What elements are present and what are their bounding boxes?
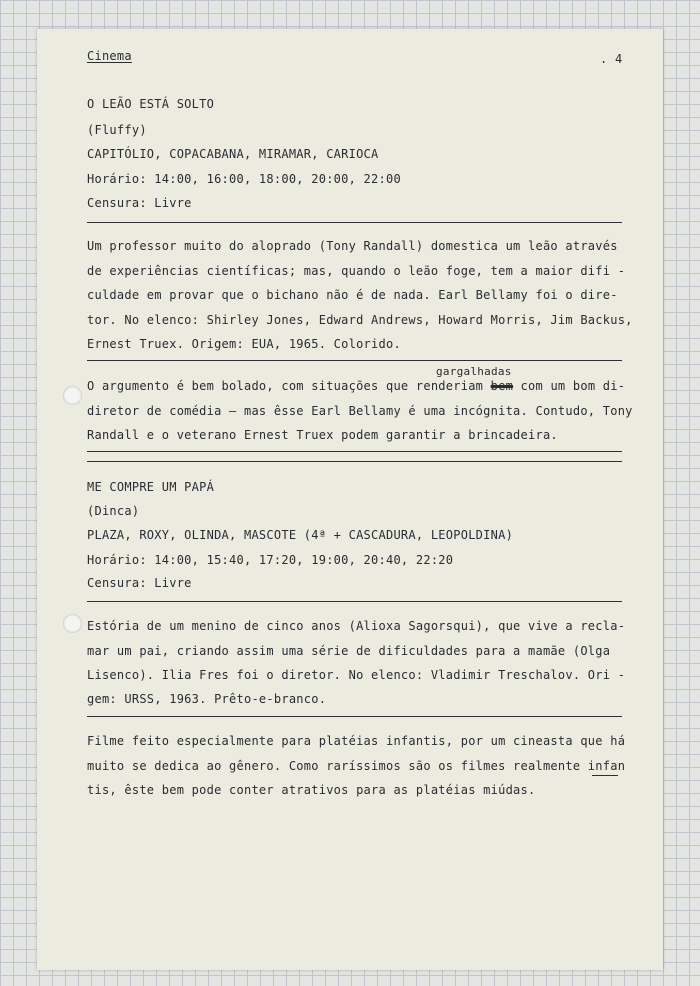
film1-synopsis-line: Um professor muito do aloprado (Tony Randall) domestica um leão através bbox=[87, 239, 618, 253]
film2-synopsis-line: Lisenco). Ilia Fres foi o diretor. No elenco: Vladimir Treschalov. Ori - bbox=[87, 668, 626, 682]
divider-rule bbox=[87, 222, 622, 223]
page-number: . 4 bbox=[600, 52, 623, 66]
handwritten-underline bbox=[592, 775, 618, 776]
divider-rule bbox=[87, 461, 622, 462]
film1-synopsis-line: de experiências científicas; mas, quando o leão foge, tem a maior difi - bbox=[87, 264, 626, 278]
film1-synopsis-line: tor. No elenco: Shirley Jones, Edward Andrews, Howard Morris, Jim Backus, bbox=[87, 313, 633, 327]
film2-synopsis-line: mar um pai, criando assim uma série de dificuldades para a mamãe (Olga bbox=[87, 644, 611, 658]
film1-review-line: Randall e o veterano Ernest Truex podem garantir a brincadeira. bbox=[87, 428, 558, 442]
film1-synopsis-line: culdade em provar que o bichano não é de nada. Earl Bellamy foi o dire- bbox=[87, 288, 618, 302]
section-label: Cinema bbox=[87, 49, 132, 63]
film1-review-line1-start: O argumento é bem bolado, com situações que renderiam bbox=[87, 379, 491, 393]
film2-schedule: Horário: 14:00, 15:40, 17:20, 19:00, 20:40, 22:20 bbox=[87, 553, 454, 567]
divider-rule bbox=[87, 601, 622, 602]
film2-title: ME COMPRE UM PAPÁ bbox=[87, 480, 215, 494]
film1-rating: Censura: Livre bbox=[87, 196, 192, 210]
film2-original-title: (Dinca) bbox=[87, 504, 140, 518]
film1-original-title: (Fluffy) bbox=[87, 123, 147, 137]
punch-hole-bottom bbox=[63, 614, 82, 633]
film2-review-line: tis, êste bem pode conter atrativos para as platéias miúdas. bbox=[87, 783, 536, 797]
film1-review-line bbox=[87, 379, 625, 393]
film2-synopsis-line: gem: URSS, 1963. Prêto-e-branco. bbox=[87, 692, 327, 706]
film2-synopsis-line: Estória de um menino de cinco anos (Alioxa Sagorsqui), que vive a recla- bbox=[87, 619, 626, 633]
divider-rule bbox=[87, 451, 622, 452]
film1-schedule: Horário: 14:00, 16:00, 18:00, 20:00, 22:00 bbox=[87, 172, 401, 186]
film1-title: O LEÃO ESTÁ SOLTO bbox=[87, 97, 215, 111]
film1-theaters: CAPITÓLIO, COPACABANA, MIRAMAR, CARIOCA bbox=[87, 147, 379, 161]
typed-page bbox=[37, 29, 663, 970]
film1-review-line1-end: com um bom di- bbox=[513, 379, 626, 393]
divider-rule bbox=[87, 716, 622, 717]
film2-theaters: PLAZA, ROXY, OLINDA, MASCOTE (4ª + CASCADURA, LEOPOLDINA) bbox=[87, 528, 514, 542]
film1-review-line: diretor de comédia — mas êsse Earl Bellamy é uma incógnita. Contudo, Tony bbox=[87, 404, 633, 418]
divider-rule bbox=[87, 360, 622, 361]
film2-review-line: muito se dedica ao gênero. Como raríssimos são os filmes realmente infan bbox=[87, 759, 626, 773]
film2-rating: Censura: Livre bbox=[87, 576, 192, 590]
punch-hole-top bbox=[63, 386, 82, 405]
film1-synopsis-line: Ernest Truex. Origem: EUA, 1965. Colorido. bbox=[87, 337, 401, 351]
film2-review-line: Filme feito especialmente para platéias infantis, por um cineasta que há bbox=[87, 734, 626, 748]
struck-word: bem bbox=[490, 379, 514, 393]
typed-correction: gargalhadas bbox=[436, 365, 512, 378]
